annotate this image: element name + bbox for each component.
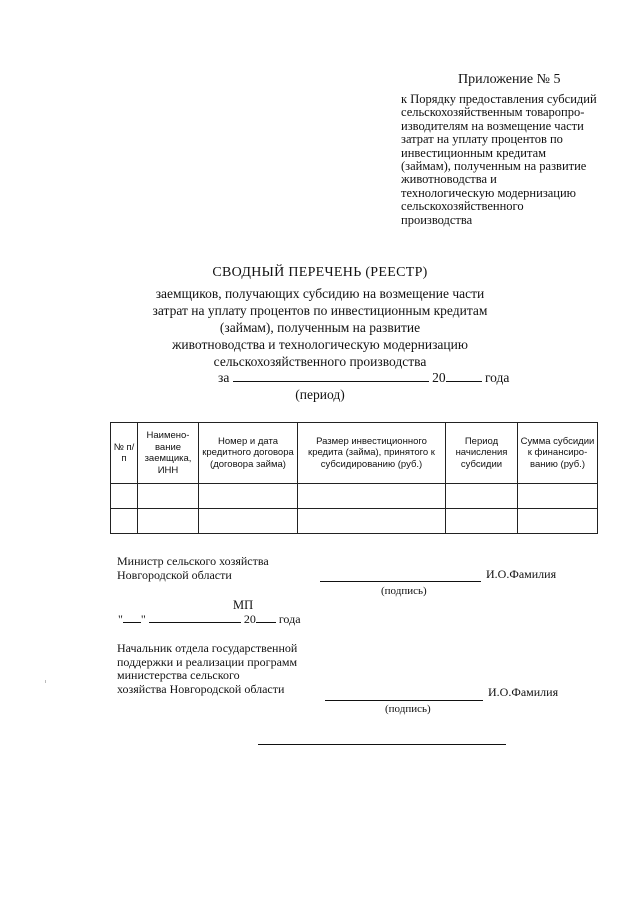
column-header: Сумма субсидии к финансиро-ванию (руб.) — [518, 423, 598, 484]
minister-name: И.О.Фамилия — [486, 567, 557, 581]
subtitle-line: (займам), полученным на развитие — [219, 320, 421, 335]
table-cell[interactable] — [111, 484, 138, 509]
appendix-reference-line: технологическую модернизацию — [401, 185, 577, 200]
period-prefix: за — [218, 370, 230, 385]
document-title: СВОДНЫЙ ПЕРЕЧЕНЬ (РЕЕСТР) — [212, 265, 428, 280]
scan-artifact — [45, 680, 46, 683]
table-cell[interactable] — [298, 509, 446, 534]
table-cell[interactable] — [518, 509, 598, 534]
period-suffix: года — [484, 370, 510, 385]
appendix-reference-line: сельскохозяйственного — [401, 199, 524, 214]
appendix-reference-line: сельскохозяйственным товаропро- — [401, 105, 585, 120]
department-head-title-line: министерства сельского — [117, 668, 240, 682]
minister-signature-line[interactable] — [320, 580, 481, 582]
appendix-title: Приложение № 5 — [458, 72, 561, 87]
appendix-reference-line: затрат на уплату процентов по — [401, 132, 563, 147]
period-caption: (период) — [295, 387, 345, 402]
table-cell[interactable] — [518, 484, 598, 509]
appendix-reference-line: производства — [401, 212, 473, 227]
period-year-blank[interactable] — [446, 370, 482, 382]
appendix-reference-line: к Порядку предоставления субсидий — [401, 92, 597, 106]
department-head-title-line: Начальник отдела государственной — [117, 641, 298, 655]
date-open-quote: " — [118, 612, 123, 626]
department-head-title-line: поддержки и реализации программ — [117, 654, 298, 669]
column-header: Период начисления субсидии — [446, 423, 518, 484]
period-line — [218, 370, 509, 386]
column-header: Наимено-вание заемщика, ИНН — [138, 423, 199, 484]
period-blank[interactable] — [233, 370, 429, 382]
appendix-reference-line: животноводства и — [401, 172, 497, 187]
department-head-title-line: хозяйства Новгородской области — [117, 681, 285, 696]
appendix-reference-line: инвестиционным кредитам — [401, 145, 547, 160]
column-header: Номер и дата кредитного договора (договора займа) — [199, 423, 298, 484]
table-cell[interactable] — [199, 484, 298, 509]
table-cell[interactable] — [298, 484, 446, 509]
subtitle-line: заемщиков, получающих субсидию на возмещение части — [155, 286, 485, 301]
department-head-title — [117, 642, 297, 696]
table-cell[interactable] — [446, 509, 518, 534]
table-row — [111, 484, 598, 509]
table-cell[interactable] — [446, 484, 518, 509]
department-head-signature-line[interactable] — [325, 699, 483, 701]
document-subtitle — [0, 285, 640, 370]
stamp-label: МП — [233, 598, 254, 612]
department-head-signature-caption: (подпись) — [385, 703, 431, 715]
date-line — [118, 612, 301, 627]
column-header: Размер инвестиционного кредита (займа), принятого к субсидированию (руб.) — [298, 423, 446, 484]
appendix-reference — [401, 93, 631, 227]
table-cell[interactable] — [111, 509, 138, 534]
subtitle-line: сельскохозяйственного производства — [213, 354, 427, 369]
appendix-reference-line: изводителям на возмещение части — [401, 118, 584, 133]
department-head-name: И.О.Фамилия — [488, 685, 559, 699]
minister-title-line: Министр сельского хозяйства — [117, 554, 269, 568]
minister-title-line: Новгородской области — [117, 567, 232, 582]
table-cell[interactable] — [138, 484, 199, 509]
date-year-suffix: года — [278, 612, 301, 626]
subtitle-line: затрат на уплату процентов по инвестиционным кредитам — [152, 303, 488, 318]
minister-signature-caption: (подпись) — [381, 585, 427, 597]
registry-table — [110, 422, 598, 534]
period-year-prefix: 20 — [432, 370, 446, 385]
subtitle-line: животноводства и технологическую модернизацию — [172, 337, 468, 352]
date-day-blank[interactable] — [123, 612, 141, 623]
minister-title — [117, 555, 269, 582]
date-close-quote: " — [140, 612, 146, 626]
table-row — [111, 509, 598, 534]
bottom-separator-line — [258, 743, 506, 745]
date-year-prefix: 20 — [243, 612, 256, 626]
date-year-blank[interactable] — [256, 612, 276, 623]
table-cell[interactable] — [199, 509, 298, 534]
appendix-reference-line: (займам), полученным на развитие — [401, 159, 587, 174]
date-month-blank[interactable] — [149, 612, 241, 623]
table-header-row — [111, 423, 598, 484]
column-header: № п/п — [111, 423, 138, 484]
table-cell[interactable] — [138, 509, 199, 534]
